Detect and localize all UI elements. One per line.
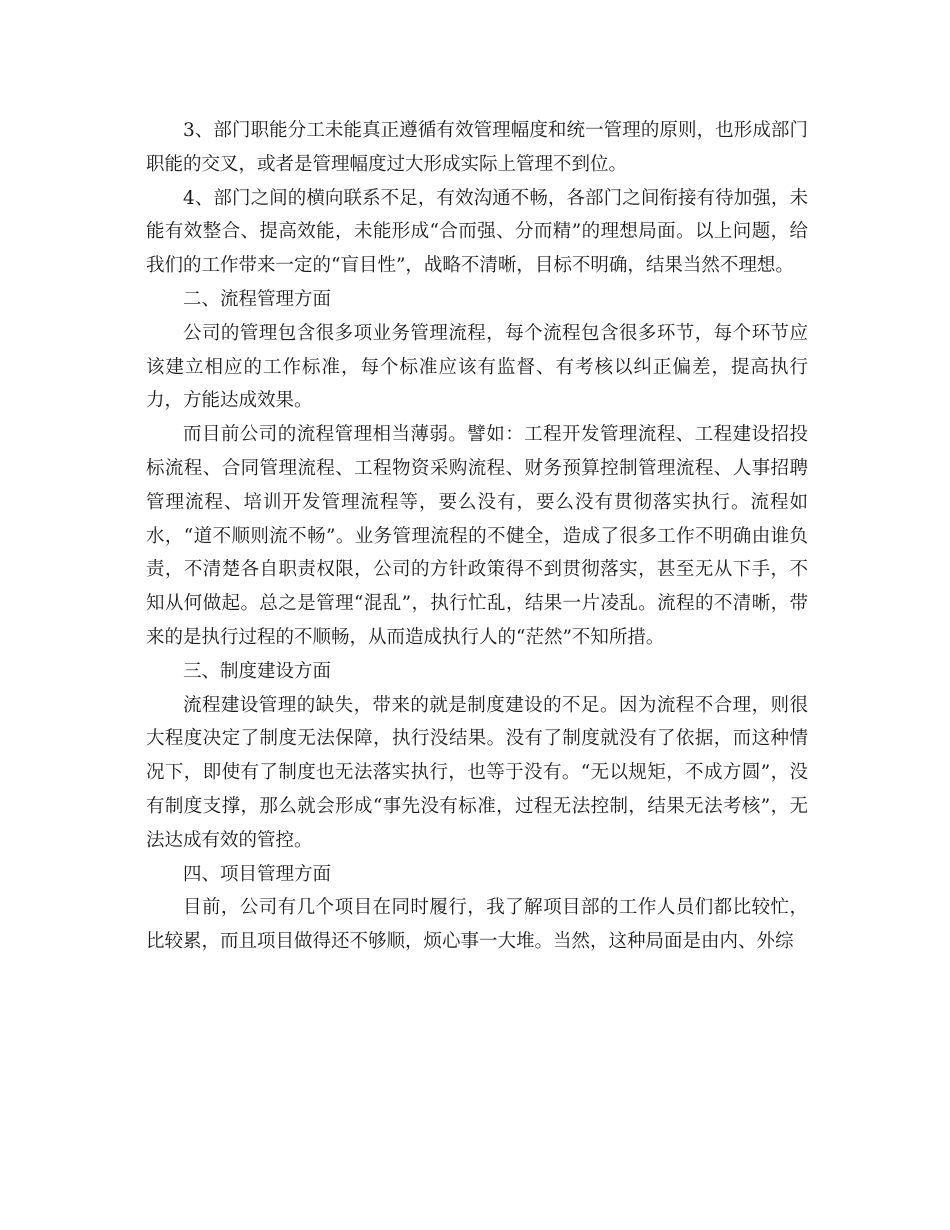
paragraph-system-building: 流程建设管理的缺失，带来的就是制度建设的不足。因为流程不合理，则很大程度决定了制度无法保障，执行没结果。没有了制度就没有了依据，而这种情况下，即使有了制度也无法落实执行，也等于没有。“无以规矩，不成方圆”，没有制度支撑，那么就会形成“事先没有标准，过程无法控制，结果无法考核”，无法达成有效的管控。 xyxy=(146,694,808,851)
paragraph-dept-function-division: 3、部门职能分工未能真正遵循有效管理幅度和统一管理的原则，也形成部门职能的交叉，或者是管理幅度过大形成实际上管理不到位。 xyxy=(146,120,808,175)
document-body xyxy=(146,114,808,959)
section-heading-process-management: 二、流程管理方面 xyxy=(183,288,332,310)
paragraph-dept-horizontal-links: 4、部门之间的横向联系不足，有效沟通不畅，各部门之间衔接有待加强，未能有效整合、提高效能，未能形成“合而强、分而精”的理想局面。以上问题，给我们的工作带来一定的“盲目性”，战略不清晰，目标不明确，结果当然不理想。 xyxy=(146,187,808,277)
paragraph-process-overview: 公司的管理包含很多项业务管理流程，每个流程包含很多环节，每个环节应该建立相应的工作标准，每个标准应该有监督、有考核以纠正偏差，提高执行力，方能达成效果。 xyxy=(146,322,808,412)
section-heading-project-management: 四、项目管理方面 xyxy=(183,863,332,885)
section-heading-system-building: 三、制度建设方面 xyxy=(183,660,332,682)
paragraph-project-management: 目前，公司有几个项目在同时履行，我了解项目部的工作人员们都比较忙，比较累，而且项目做得还不够顺，烦心事一大堆。当然，这种局面是由内、外综 xyxy=(146,897,808,953)
paragraph-process-weakness: 而目前公司的流程管理相当薄弱。譬如：工程开发管理流程、工程建设招投标流程、合同管理流程、工程物资采购流程、财务预算控制管理流程、人事招聘管理流程、培训开发管理流程等，要么没有，要么没有贯彻落实执行。流程如水，“道不顺则流不畅”。业务管理流程的不健全，造成了很多工作不明确由谁负责，不清楚各自职责权限，公司的方针政策得不到贯彻落实，甚至无从下手，不知从何做起。总之是管理“混乱”，执行忙乱，结果一片凌乱。流程的不清晰，带来的是执行过程的不顺畅，从而造成执行人的“茫然”不知所措。 xyxy=(146,424,808,648)
